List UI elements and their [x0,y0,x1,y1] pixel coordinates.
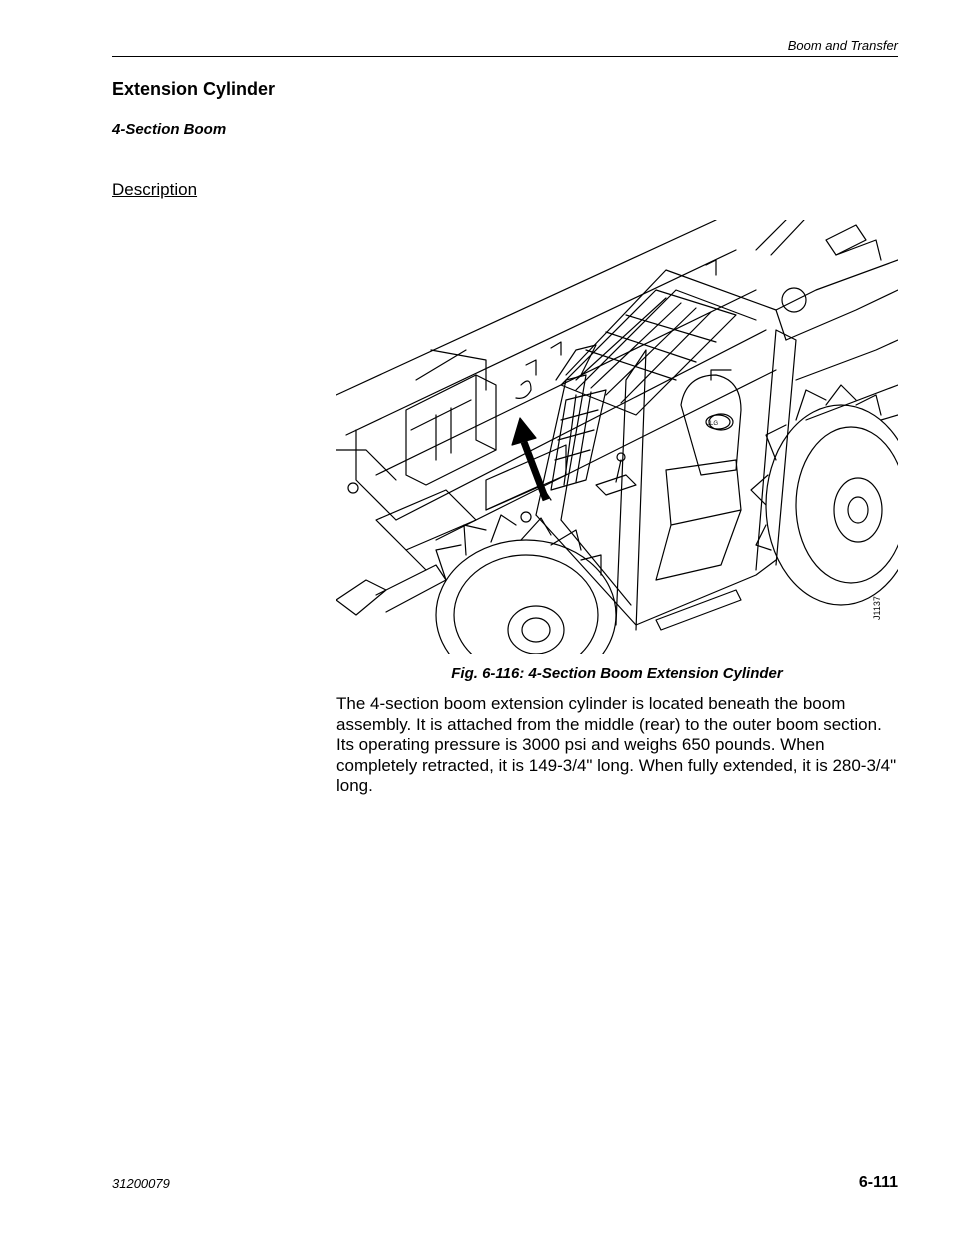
figure-caption: Fig. 6-116: 4-Section Boom Extension Cylinder [451,665,783,682]
boom-extension-cylinder-illustration [336,220,898,654]
cab-frame-drawing [536,270,796,630]
rear-frame-drawing [756,220,898,420]
description-heading: Description [112,180,198,199]
mounting-block-drawing [406,350,531,485]
extension-cylinder-arrow [512,418,546,500]
running-header: Boom and Transfer [787,38,898,53]
front-wheel-drawing [436,515,616,654]
rear-wheel-drawing [751,385,898,605]
header-rule [112,56,898,57]
description-body: The 4-section boom extension cylinder is located beneath the boom assembly. It is attached from the middle (rear) to the outer boom section. Its operating pressure is 3000 psi and weighs 650 pounds. When completely retracted, it is 149-3/4" long. When fully extended, it is 280-3/4" long. [336,694,897,795]
joystick-drawing [596,453,636,495]
document-number: 31200079 [112,1176,170,1191]
dash-badge-drawing [706,415,730,429]
operator-seat-drawing [656,370,741,580]
side-screen-drawing [551,390,606,490]
jlg-badge-text: JLG [707,421,719,427]
figure-code: J1137 [872,596,882,620]
boom-drawing [336,220,776,615]
subsection-title: 4-Section Boom [112,121,227,138]
page-number: 6-111 [858,1174,898,1191]
section-title: Extension Cylinder [112,79,276,99]
